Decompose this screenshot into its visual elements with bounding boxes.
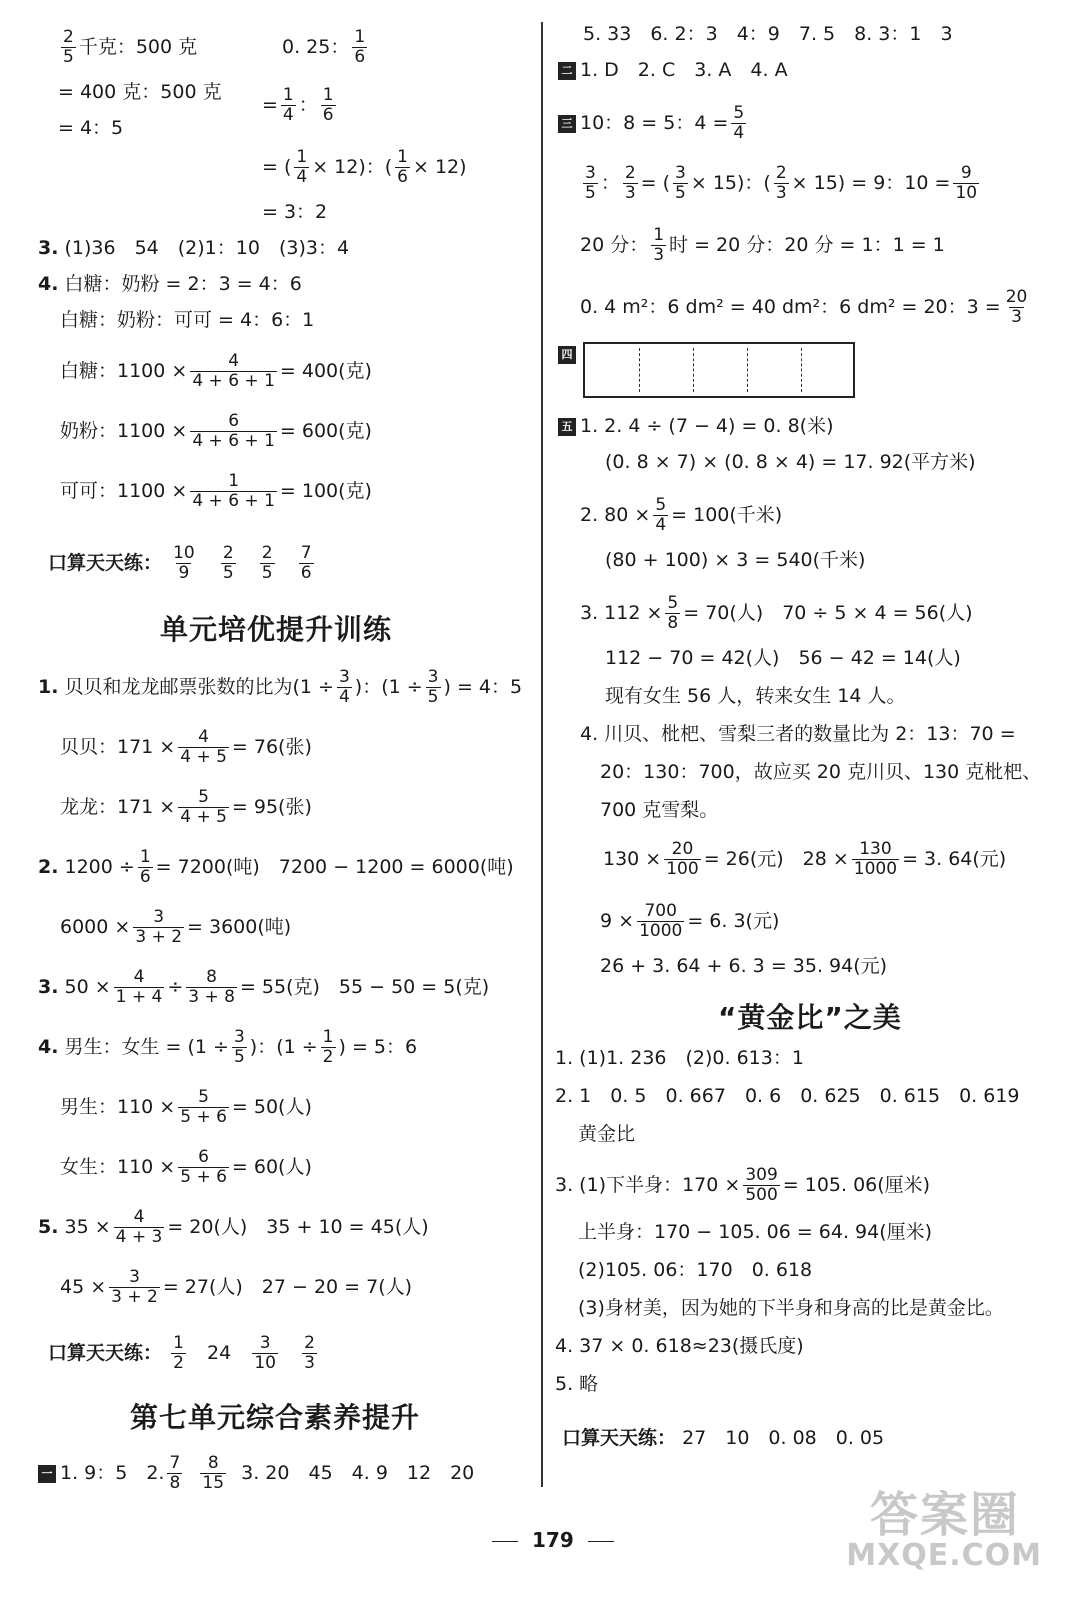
dashed-line [693, 348, 694, 392]
s5-2-line-2: (80 + 100) × 3 = 540(千米) [605, 549, 866, 571]
s5-3-line-3: 现有女生 56 人，转来女生 14 人。 [605, 685, 906, 707]
s4-label [558, 342, 580, 366]
q4-line-3: 白糖：1100 × $\frac{4}{4 + 6 + 1}$ = 400(克) [60, 351, 372, 391]
s5-1-line-1: 五 1. 2. 4 ÷ (7 − 4) = 0. 8(米) [558, 414, 834, 438]
s3-line-4: 0. 4 m²：6 dm² = 40 dm²：6 dm² = 20：3 = $\frac{20}{3}$ [580, 287, 1028, 327]
fraction: $\frac{1}{2}$ [322, 1027, 334, 1067]
s5-4-line-3: 700 克雪梨。 [600, 799, 719, 821]
fraction: $\frac{2}{3}$ [775, 163, 787, 203]
fraction: $\frac{2}{3}$ [304, 1333, 315, 1373]
fraction: $\frac{8}{3 + 8}$ [188, 967, 235, 1007]
u2-line-1: 2. 1200 ÷ $\frac{1}{6}$ = 7200(吨) 7200 − 1200 = 6000(吨) [38, 847, 514, 887]
fraction: $\frac{5}{4 + 5}$ [180, 787, 227, 827]
g1-line: 1. (1)1. 236 (2)0. 613：1 [555, 1047, 804, 1069]
g2-line-1: 2. 1 0. 5 0. 667 0. 6 0. 625 0. 615 0. 619 [555, 1085, 1020, 1107]
s3-line-1: 三 10：8 = 5：4 = $\frac{5}{4}$ [558, 104, 749, 143]
left-row-3a: = 4：5 [58, 117, 124, 139]
fraction: $\frac{1}{3}$ [653, 225, 665, 265]
dashed-line [801, 348, 802, 392]
s3-line-3: 20 分： $\frac{1}{3}$ 时 = 20 分：20 分 = 1：1 = 1 [580, 225, 945, 265]
fraction: $\frac{5}{4}$ [733, 103, 745, 143]
fraction: $\frac{3}{3 + 2}$ [135, 907, 183, 947]
fraction: $\frac{3}{5}$ [585, 163, 596, 203]
fraction: $\frac{4}{4 + 3}$ [115, 1207, 163, 1247]
g3-line-4: (3)身材美，因为她的下半身和身高的比是黄金比。 [578, 1297, 1004, 1319]
fraction: $\frac{9}{10}$ [955, 163, 978, 203]
s5-2-line-1: 2. 80 × $\frac{5}{4}$ = 100(千米) [580, 495, 783, 535]
fraction: $\frac{5}{8}$ [667, 593, 679, 633]
u1-line-1: 1. 贝贝和龙龙邮票张数的比为(1 ÷ $\frac{3}{4}$ )：(1 ÷ $\frac{3}{5}$ ) = 4：5 [38, 667, 523, 707]
u3-line-1: 3. 50 × $\frac{4}{1 + 4}$ ÷ $\frac{8}{3 + 8}$ = 55(克) 55 − 50 = 5(克) [38, 967, 490, 1007]
s5-3-line-1: 3. 112 × $\frac{5}{8}$ = 70(人) 70 ÷ 5 × 4 = 56(人) [580, 593, 973, 633]
left-row-1b: 0. 25： $\frac{1}{6}$ [282, 27, 366, 67]
u1-line-2: 贝贝：171 × $\frac{4}{4 + 5}$ = 76(张) [60, 727, 312, 767]
dashed-line [639, 348, 640, 392]
s3-line-2: $\frac{3}{5}$ ： $\frac{2}{3}$ = ( $\frac{3}{5}$ × 15)：( $\frac{2}{3}$ × 15) = 9：10 = $\frac{9}{10}$ [585, 163, 978, 203]
g3-line-2: 上半身：170 − 105. 06 = 64. 94(厘米) [578, 1221, 933, 1243]
q4-line-1: 4. 白糖：奶粉 = 2：3 = 4：6 [38, 273, 302, 295]
u5-line-1: 5. 35 × $\frac{4}{4 + 3}$ = 20(人) 35 + 10 = 45(人) [38, 1207, 429, 1247]
column-divider [541, 22, 543, 1487]
left-row-2a: = 400 克：500 克 [58, 81, 222, 103]
dashed-line [747, 348, 748, 392]
fraction: $\frac{4}{4 + 5}$ [180, 727, 227, 767]
left-row-5: = 3：2 [262, 201, 328, 223]
g4-line: 4. 37 × 0. 618≈23(摄氏度) [555, 1335, 804, 1357]
fraction: $\frac{7}{8}$ [169, 1453, 181, 1493]
s5-4-line-1: 4. 川贝、枇杷、雪梨三者的数量比为 2：13：70 = [580, 723, 1016, 745]
watermark-text: 答案圈 [869, 1487, 1020, 1543]
s5-4-line-5: 9 × $\frac{700}{1000}$ = 6. 3(元) [600, 901, 780, 941]
watermark-url: MXQE.COM [846, 1538, 1042, 1573]
fraction: $\frac{1}{6}$ [397, 147, 408, 187]
s5-4-line-2: 20：130：700，故应买 20 克川贝、130 克枇杷、 [600, 761, 1042, 783]
s5-4-line-6: 26 + 3. 64 + 6. 3 = 35. 94(元) [600, 955, 888, 977]
u2-line-2: 6000 × $\frac{3}{3 + 2}$ = 3600(吨) [60, 907, 292, 947]
fraction: $\frac{8}{15}$ [202, 1453, 225, 1493]
q3: 3. (1)36 54 (2)1：10 (3)3：4 [38, 237, 350, 259]
fraction: $\frac{2}{5}$ [222, 543, 234, 583]
g2-line-2: 黄金比 [578, 1123, 636, 1145]
fraction: $\frac{4}{4 + 6 + 1}$ [192, 351, 275, 391]
section-one-box: 一 [38, 1465, 56, 1483]
kousuan-1: 口算天天练： $\frac{10}{9}$ $\frac{2}{5}$ $\frac{2}{5}$ $\frac{7}{6}$ [48, 543, 312, 583]
fraction: $\frac{7}{6}$ [300, 543, 312, 583]
fraction: $\frac{1}{4}$ [296, 147, 308, 187]
fraction: $\frac{700}{1000}$ [639, 901, 683, 941]
fraction: $\frac{3}{5}$ [427, 667, 439, 707]
section-three-box: 三 [558, 115, 576, 133]
s2-line: 二 1. D 2. C 3. A 4. A [558, 58, 788, 82]
fraction: $\frac{1}{6}$ [322, 85, 334, 125]
fraction: $\frac{3}{3 + 2}$ [111, 1267, 158, 1307]
fraction: $\frac{130}{1000}$ [853, 839, 898, 879]
dash-right [588, 1541, 614, 1543]
fraction: $\frac{2}{5}$ [261, 543, 273, 583]
u4-line-1: 4. 男生：女生 = (1 ÷ $\frac{3}{5}$ )：(1 ÷ $\frac{1}{2}$ ) = 5：6 [38, 1027, 418, 1067]
section-two-box: 二 [558, 62, 576, 80]
fraction: $\frac{2}{5}$ [63, 27, 74, 67]
u4-line-3: 女生：110 × $\frac{6}{5 + 6}$ = 60(人) [60, 1147, 312, 1187]
u1-line-3: 龙龙：171 × $\frac{5}{4 + 5}$ = 95(张) [60, 787, 312, 827]
left-row-4: = ( $\frac{1}{4}$ × 12)：( $\frac{1}{6}$ × 12) [262, 147, 467, 187]
fraction: $\frac{3}{4}$ [338, 667, 350, 707]
fraction: $\frac{3}{5}$ [675, 163, 686, 203]
fraction: $\frac{6}{4 + 6 + 1}$ [192, 411, 275, 451]
watermark-logo [840, 1468, 1050, 1578]
fraction: $\frac{1}{2}$ [173, 1333, 184, 1373]
dash-left [492, 1541, 518, 1543]
page-number: 179 [478, 1528, 628, 1552]
fraction: $\frac{10}{9}$ [173, 543, 195, 583]
fraction: $\frac{3}{5}$ [233, 1027, 245, 1067]
section-heading-3: “黄金比”之美 [718, 1001, 902, 1034]
r-top-line: 5. 33 6. 2：3 4：9 7. 5 8. 3：1 3 [583, 23, 953, 45]
section-heading-2: 第七单元综合素养提升 [130, 1401, 421, 1434]
u4-line-2: 男生：110 × $\frac{5}{5 + 6}$ = 50(人) [60, 1087, 312, 1127]
fraction: $\frac{1}{4 + 6 + 1}$ [192, 471, 275, 511]
g3-line-1: 3. (1)下半身：170 × $\frac{309}{500}$ = 105. 06(厘米) [555, 1165, 931, 1205]
section-five-box: 五 [558, 418, 576, 436]
fraction: $\frac{5}{4}$ [655, 495, 667, 535]
section-heading-1: 单元培优提升训练 [160, 613, 393, 646]
left-row-2b: = $\frac{1}{4}$ ： $\frac{1}{6}$ [262, 85, 334, 125]
g3-line-3: (2)105. 06：170 0. 618 [578, 1259, 813, 1281]
strip-diagram [583, 342, 855, 398]
fraction: $\frac{2}{3}$ [624, 163, 636, 203]
q4-line-2: 白糖：奶粉：可可 = 4：6：1 [60, 309, 315, 331]
fraction: $\frac{6}{5 + 6}$ [180, 1147, 227, 1187]
q4-line-4: 奶粉：1100 × $\frac{6}{4 + 6 + 1}$ = 600(克) [60, 411, 372, 451]
fraction: $\frac{20}{100}$ [666, 839, 699, 879]
fraction: $\frac{5}{5 + 6}$ [180, 1087, 227, 1127]
q4-line-5: 可可：1100 × $\frac{1}{4 + 6 + 1}$ = 100(克) [60, 471, 372, 511]
kousuan-3: 口算天天练： 27 10 0. 08 0. 05 [562, 1427, 885, 1449]
left-row-1a: $\frac{2}{5}$ 千克：500 克 [63, 27, 198, 67]
s5-4-line-4: 130 × $\frac{20}{100}$ = 26(元) 28 × $\frac{130}{1000}$ = 3. 64(元) [603, 839, 1007, 879]
s1-line: 一 1. 9：5 2. $\frac{7}{8}$ $\frac{8}{15}$ 3. 20 45 4. 9 12 20 [38, 1454, 474, 1493]
kousuan-2: 口算天天练： $\frac{1}{2}$ 24 $\frac{3}{10}$ $\frac{2}{3}$ [48, 1333, 315, 1373]
s5-1-line-2: (0. 8 × 7) × (0. 8 × 4) = 17. 92(平方米) [605, 451, 976, 473]
fraction: $\frac{1}{6}$ [139, 847, 151, 887]
fraction: $\frac{4}{1 + 4}$ [115, 967, 163, 1007]
fraction: $\frac{309}{500}$ [745, 1165, 778, 1205]
fraction: $\frac{1}{6}$ [354, 27, 366, 67]
fraction: $\frac{3}{10}$ [254, 1333, 276, 1373]
u5-line-2: 45 × $\frac{3}{3 + 2}$ = 27(人) 27 − 20 = 7(人) [60, 1267, 413, 1307]
s5-3-line-2: 112 − 70 = 42(人) 56 − 42 = 14(人) [605, 647, 961, 669]
fraction: $\frac{1}{4}$ [282, 85, 294, 125]
section-four-box: 四 [558, 346, 576, 364]
fraction: $\frac{20}{3}$ [1005, 287, 1028, 327]
g5-line: 5. 略 [555, 1373, 599, 1395]
